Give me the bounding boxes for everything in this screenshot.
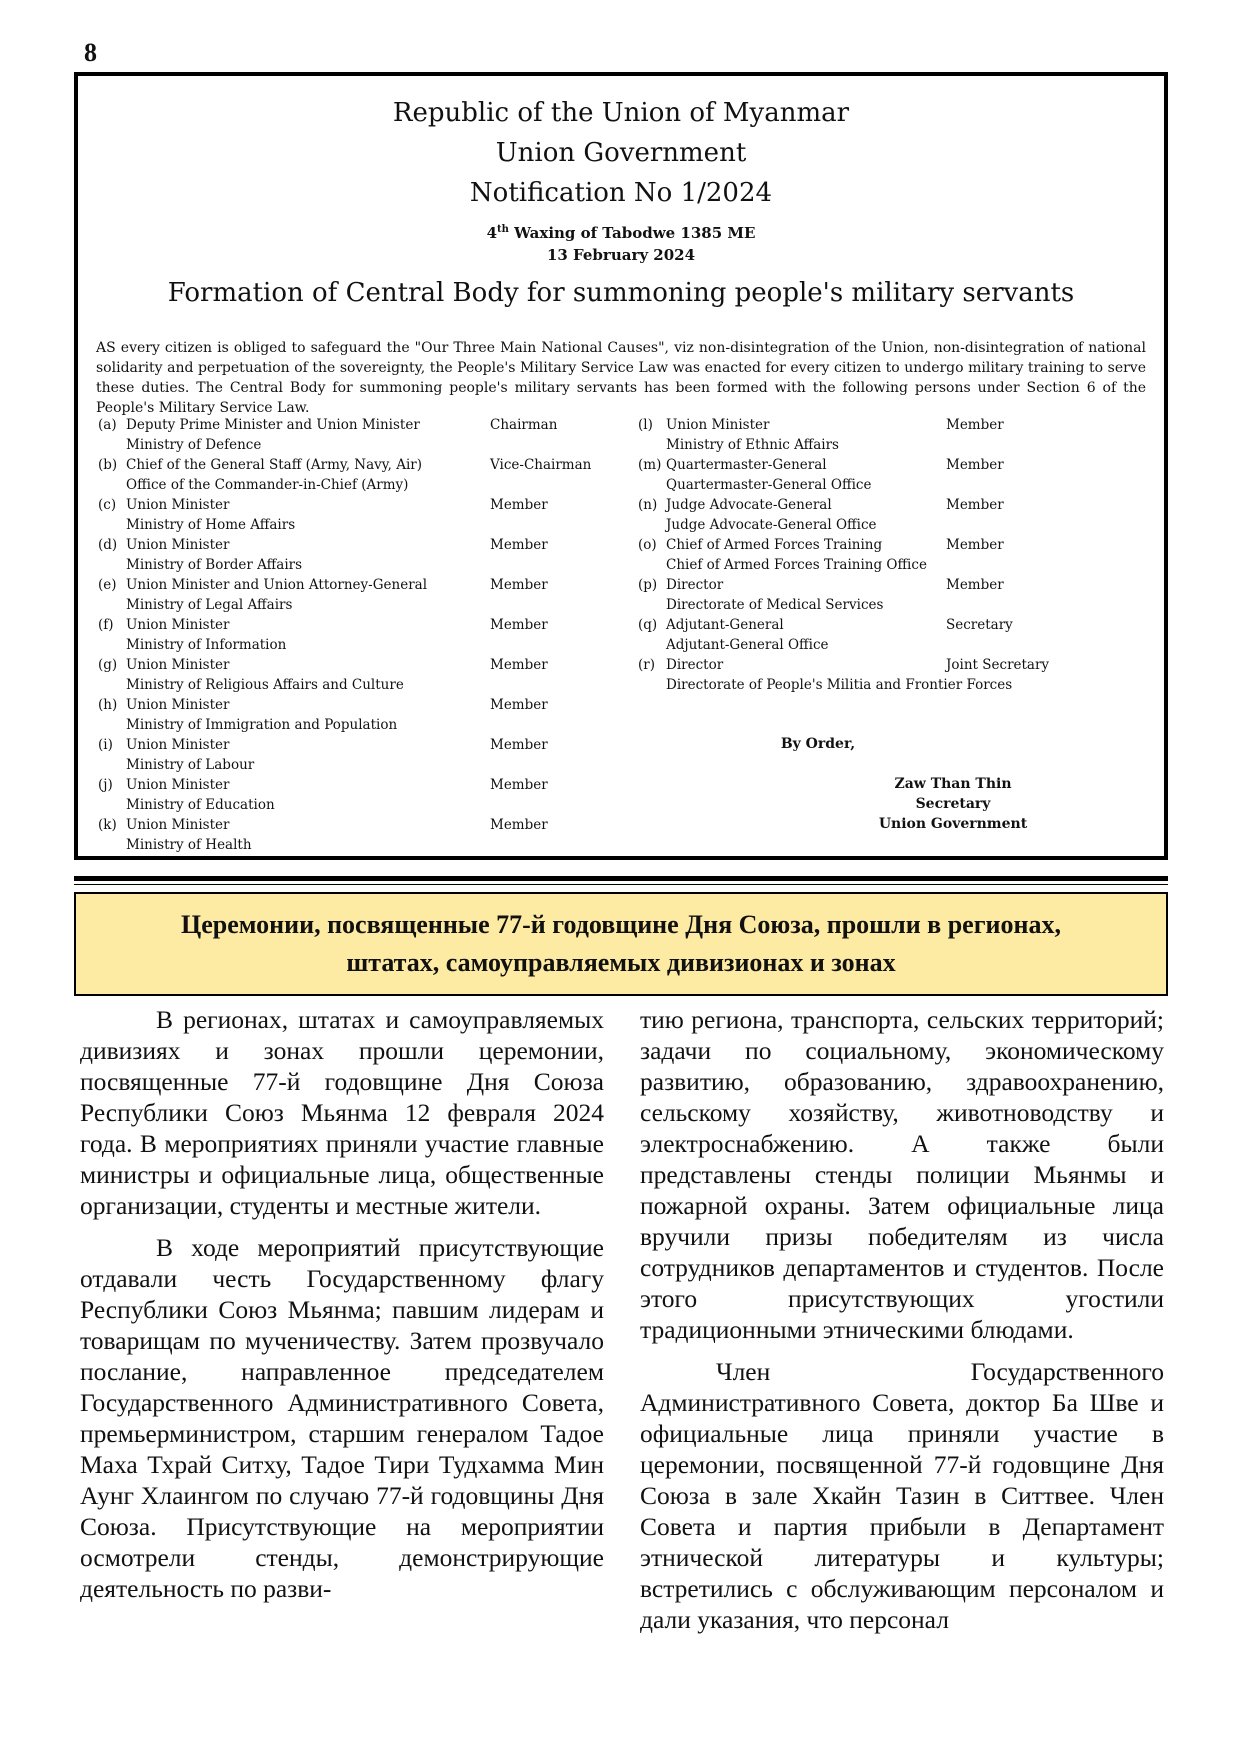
signatory-organization: Union Government [878,816,1028,832]
article-column-left [80,1004,604,1604]
notification-line1: Republic of the Union of Myanmar [392,98,850,128]
notification-line2: Union Government [495,138,747,168]
by-order: By Order, [780,736,856,752]
notification-date-gregorian: 13 February 2024 [546,246,696,264]
article-headline [74,892,1168,996]
headline-line2: штатах, самоуправляемых дивизионах и зонах [346,948,896,977]
page-number: 8 [84,38,97,67]
separator-thick [74,876,1168,881]
article-paragraph: В регионах, штатах и самоуправляемых дивизиях и зонах прошли церемонии, посвященные 77-й годовщине Дня Союза Республики Союз Мьянма 12 февраля 2024 года. В мероприятиях приняли участие главные министры и официальные лица, общественные организации, студенты и местные жители. [80,1005,604,1220]
notification-intro: AS every citizen is obliged to safeguard the "Our Three Main National Causes", viz non-disintegration of the Union, non-disintegration of national solidarity and perpetuation of the sovereignty, the People's Military Service Law was enacted for every citizen to undergo military training to serve these duties. The Central Body for summoning people's military servants has been formed with the following persons under Section 6 of the People's Military Service Law. [96,340,1146,416]
article-column-right [640,1004,1164,1635]
separator-thin [74,884,1168,885]
notification-number: Notification No 1/2024 [469,178,773,208]
notification-date-myanmar: 4th Waxing of Tabodwe 1385 ME [486,224,756,242]
headline-line1: Церемонии, посвященные 77-й годовщине Дня Союза, прошли в регионах, [181,910,1061,939]
signatory-name: Zaw Than Thin [894,776,1012,792]
signature-block [768,736,1138,846]
article-paragraph: Член Государственного Административного Совета, доктор Ба Шве и официальные лица приняли участие в церемонии, посвященной 77-й годовщине Дня Союза в зале Хкайн Тазин в Ситтвее. Член Совета и партия прибыли в Департамент этнической литературы и культуры; встретились с обслуживающим персоналом и дали указания, что персонал [640,1357,1164,1634]
notification-box: Republic of the Union of Myanmar Union Government Notification No 1/2024 4th Waxing of Tabodwe 1385 ME 13 February 2024 Formation of Central Body for summoning people's military servants AS every citizen is obliged to safeguard the "Our Three Main National Causes", viz non-disintegration of the Union, non-disintegration of national solidarity and perpetuation of the sovereignty, the People's Military Service Law was enacted for every citizen to undergo military training to serve these duties. The Central Body for summoning people's military servants has been formed with the following persons under Section 6 of the People's Military Service Law. (a) Deputy Prime Minister and Union Minister Ministry of Defence Chairman (b) Chief of the General Staff (Army, Navy, Air) Office of the Commander-in-Chief (Army) Vice-Chairman (c) Union Minister Ministry of Home Affairs Member (d) Union Minister Ministry of Border Affairs Member (e) Union Minister and Union Attorney-General Ministry of Legal Affairs Member (f) Union Minister Ministry of Information Member (g) Union Minister Ministry of Religious Affairs and Culture Member (h) Union Minister Ministry of Immigration and Population Member (i) Union Minister Ministry of Labour Member (j) Union Minister Ministry of Education Member (k) Union Minister Ministry of Health Member (l) Union Minister Ministry of Ethnic Affairs Member (m) Quartermaster-General Quartermaster-General Office Member (n) Judge Advocate-General Judge Advocate-General Office Member (o) Chief of Armed Forces Training Chief of Armed Forces Training Office Member (p) Director Directorate of Medical Services Member (q) Adjutant-General Adjutant-General Office Secretary (r) Director Directorate of People's Militia and Frontier Forces Joint Secretary By Order, Zaw Than Thin Secretary Union Government [74,72,1168,860]
article-paragraph: тию региона, транспорта, сельских территорий; задачи по социальному, экономическому развитию, образованию, здравоохранению, сельскому хозяйству, животноводству и электроснабжению. А также были представлены стенды полиции Мьянмы и пожарной охраны. Затем официальные лица вручили призы победителям из числа сотрудников департаментов и студентов. После этого присутствующих угостили традиционными этническими блюдами. [640,1005,1164,1344]
article-paragraph: В ходе мероприятий присутствующие отдавали честь Государственному флагу Республики Союз Мьянма; павшим лидерам и товарищам по мученичеству. Затем прозвучало послание, направленное председателем Государственного Административного Совета, премьерминистром, старшим генералом Тадое Маха Тхрай Ситху, Тадое Тири Тудхамма Мин Аунг Хлаингом по случаю 77-й годовщины Дня Союза. Присутствующие на мероприятии осмотрели стенды, демонстрирующие деятельность по разви- [80,1233,604,1603]
signatory-title: Secretary [915,796,991,812]
notification-title: Formation of Central Body for summoning people's military servants [167,278,1075,308]
